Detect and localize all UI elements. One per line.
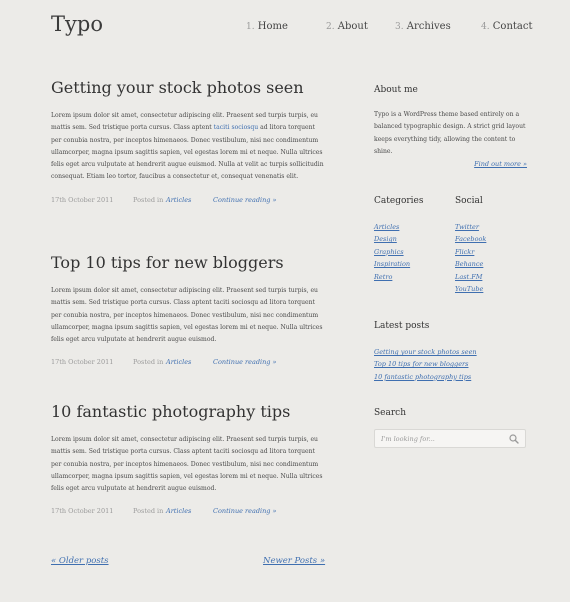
search-input[interactable]	[381, 433, 501, 445]
latest-post-link[interactable]: Getting your stock photos seen	[374, 348, 477, 356]
about-text: Typo is a WordPress theme based entirely on a balanced typographic design. A strict grid layout keeps everything tidy, allowing the content to shine.	[374, 111, 526, 155]
latest-post-link[interactable]: 10 fantastic photography tips	[374, 372, 472, 381]
list-item	[374, 358, 527, 370]
category-link[interactable]: Graphics	[374, 247, 404, 256]
social-link[interactable]: Last.FM	[455, 272, 483, 281]
social-link[interactable]: Facebook	[455, 235, 487, 244]
nav-number: 2.	[326, 22, 335, 32]
latest-posts-list	[374, 346, 527, 383]
nav-number: 1.	[246, 22, 255, 32]
list-item	[374, 371, 527, 383]
search-box	[374, 429, 526, 448]
list-item	[455, 221, 527, 233]
nav-label: Contact	[492, 21, 533, 32]
category-link[interactable]: Articles	[374, 223, 400, 231]
list-item	[455, 271, 527, 283]
widget-title: Search	[374, 408, 406, 418]
post-excerpt	[51, 110, 326, 184]
posted-in-label: Posted in	[133, 507, 164, 516]
post-title[interactable]: Top 10 tips for new bloggers	[51, 253, 284, 272]
post-date: 17th October 2011	[51, 507, 114, 516]
continue-reading-link[interactable]: Continue reading »	[213, 195, 277, 204]
continue-reading-link[interactable]: Continue reading »	[213, 358, 277, 367]
inline-link[interactable]: taciti sociosqu	[213, 124, 259, 132]
category-link[interactable]: Design	[374, 235, 397, 244]
find-out-more-link[interactable]: Find out more »	[474, 160, 527, 168]
post-excerpt: Lorem ipsum dolor sit amet, consectetur adipiscing elit. Praesent sed turpis turpis, eu mattis sem. Sed tristique porta cursus. Class aptent taciti sociosqu ad litora torquent per conubia nostra, per inceptos himenaeos. Donec vestibulum, nisi nec condimentum ullamcorper, magna ipsum sagittis sapien, vel egestas lorem mi et neque. Nulla ultrices felis eget arcu vulputate at hendrerit augue euismod.	[51, 287, 323, 344]
post-category-link[interactable]: Articles	[166, 358, 192, 367]
list-item	[374, 221, 446, 233]
posted-in-label: Posted in	[133, 358, 164, 367]
post-excerpt: Lorem ipsum dolor sit amet, consectetur adipiscing elit. Praesent sed turpis turpis, eu mattis sem. Sed tristique porta cursus. Class aptent taciti sociosqu ad litora torquent per conubia nostra, per inceptos himenaeos. Donec vestibulum, nisi nec condimentum ullamcorper, magna ipsum sagittis sapien, vel egestas lorem mi et neque. Nulla ultrices felis eget arcu vulputate at hendrerit augue euismod.	[51, 436, 323, 493]
post-meta	[51, 358, 326, 368]
nav-item-about[interactable]	[326, 21, 368, 32]
categories-widget	[374, 196, 446, 283]
list-item	[374, 271, 446, 283]
site-logo[interactable]: Typo	[51, 12, 103, 36]
widget-title: Latest posts	[374, 321, 430, 331]
post-meta	[51, 196, 326, 206]
list-item	[374, 233, 446, 245]
post	[51, 253, 326, 368]
social-link[interactable]: Flickr	[455, 247, 475, 256]
social-link[interactable]: Behance	[455, 260, 484, 269]
older-posts-link[interactable]: « Older posts	[51, 556, 109, 566]
latest-posts-widget	[374, 321, 527, 383]
search-widget	[374, 408, 527, 418]
post-date: 17th October 2011	[51, 195, 114, 204]
list-item	[374, 346, 527, 358]
nav-item-home[interactable]	[246, 21, 288, 32]
nav-item-archives[interactable]	[395, 21, 451, 32]
post-meta	[51, 507, 326, 517]
widget-title: Categories	[374, 196, 424, 206]
nav-item-contact[interactable]	[481, 21, 533, 32]
about-widget	[374, 85, 527, 168]
widget-title: Social	[455, 196, 483, 206]
nav-label: Archives	[406, 21, 451, 32]
nav-number: 3.	[395, 22, 404, 32]
newer-posts-link[interactable]: Newer Posts »	[263, 556, 326, 566]
social-widget	[455, 196, 527, 295]
list-item	[374, 258, 446, 270]
post	[51, 402, 326, 517]
post-date: 17th October 2011	[51, 358, 114, 367]
list-item	[374, 246, 446, 258]
social-link[interactable]: YouTube	[455, 285, 484, 294]
excerpt-text: Lorem ipsum dolor sit amet, consectetur adipiscing elit. Praesent sed turpis turpis, eu mattis sem. Sed tristique porta cursus. Class aptent	[51, 112, 318, 132]
nav-label: About	[337, 21, 368, 32]
post-category-link[interactable]: Articles	[166, 195, 192, 204]
categories-list	[374, 221, 446, 283]
category-link[interactable]: Retro	[374, 272, 393, 281]
social-link[interactable]: Twitter	[455, 223, 479, 231]
nav-number: 4.	[481, 22, 490, 32]
latest-post-link[interactable]: Top 10 tips for new bloggers	[374, 360, 469, 369]
post-title[interactable]: Getting your stock photos seen	[51, 78, 304, 97]
post	[51, 78, 326, 206]
continue-reading-link[interactable]: Continue reading »	[213, 507, 277, 516]
widget-title: About me	[374, 85, 418, 95]
posted-in-label: Posted in	[133, 195, 164, 204]
post-category-link[interactable]: Articles	[166, 507, 192, 516]
main-nav	[0, 21, 570, 37]
list-item	[455, 258, 527, 270]
social-list	[455, 221, 527, 295]
list-item	[455, 283, 527, 295]
excerpt-text: ad litora torquent per conubia nostra, per inceptos himenaeos. Donec vestibulum, nisi nec condimentum ullamcorper, magna ipsum sagittis sapien, vel egestas lorem mi et neque. Nulla ultrices felis eget arcu vulputate at hendrerit augue euismod. Nulla at velit ac turpis sollicitudin consequat. Etiam leo tortor, faucibus a consectetur et, consequat venenatis elit.	[51, 124, 324, 181]
category-link[interactable]: Inspiration	[374, 260, 411, 269]
list-item	[455, 246, 527, 258]
nav-label: Home	[257, 21, 288, 32]
search-icon[interactable]	[509, 434, 519, 444]
list-item	[455, 233, 527, 245]
post-title[interactable]: 10 fantastic photography tips	[51, 402, 291, 421]
